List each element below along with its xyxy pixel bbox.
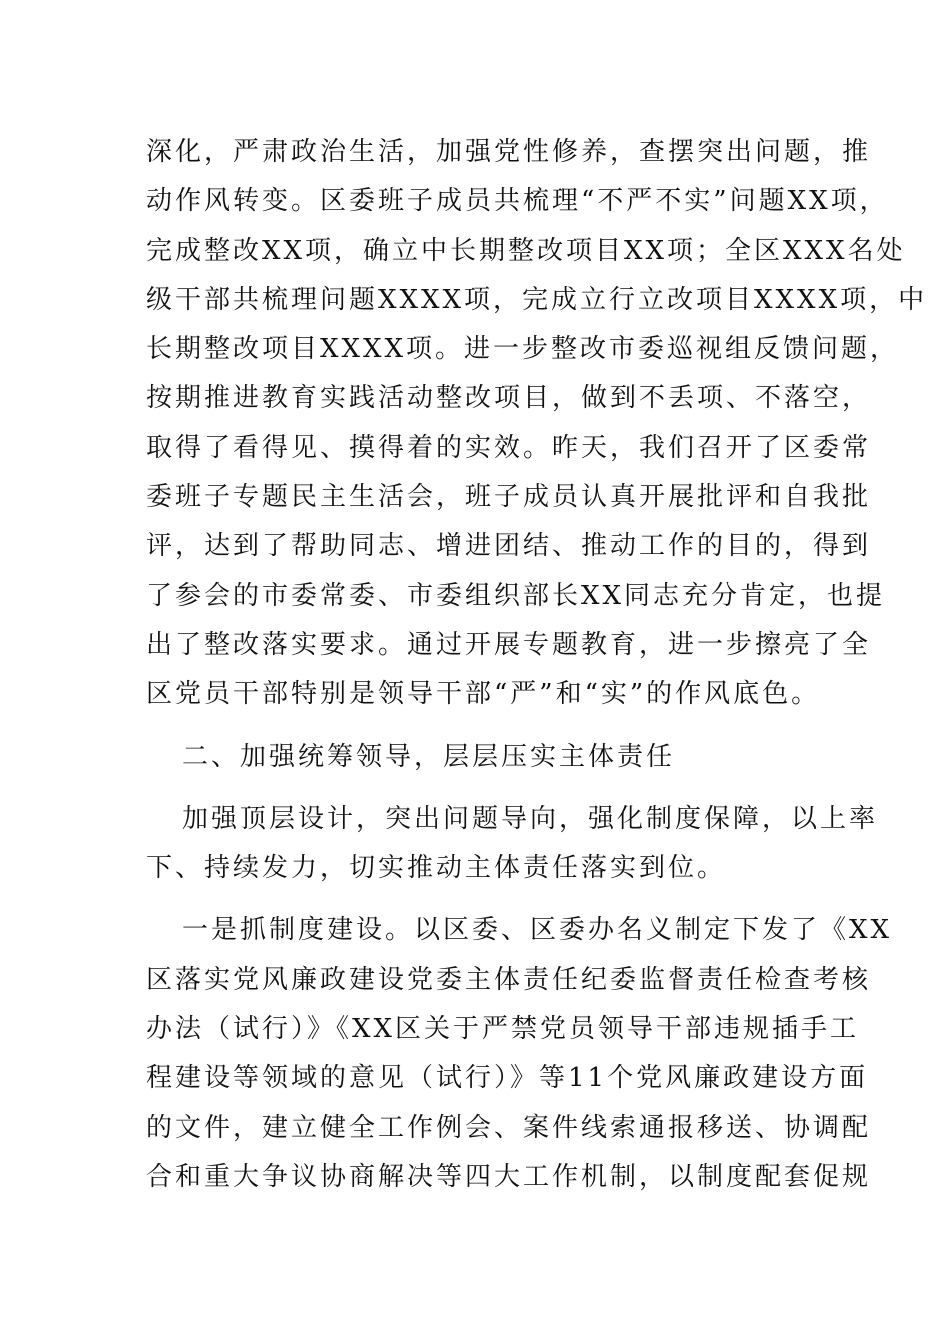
text-line: 的文件，建立健全工作例会、案件线索通报移送、协调配 [146, 1112, 872, 1143]
text-line: 办法（试行）》《XX区关于严禁党员领导干部违规插手工 [146, 1014, 860, 1045]
text-line: 动作风转变。区委班子成员共梳理“不严不实”问题XX项， [146, 186, 889, 217]
text-line: 评，达到了帮助同志、增进团结、推动工作的目的，得到 [146, 531, 872, 562]
text-line: 出了整改落实要求。通过开展专题教育，进一步擦亮了全 [146, 629, 872, 660]
text-line: 合和重大争议协商解决等四大工作机制，以制度配套促规 [146, 1161, 872, 1192]
text-line: 区党员干部特别是领导干部“严”和“实”的作风底色。 [146, 679, 821, 710]
text-line: 长期整改项目XXXX项。进一步整改市委巡视组反馈问题， [146, 334, 900, 365]
text-line: 下、持续发力，切实推动主体责任落实到位。 [146, 853, 727, 884]
paragraph-gap [146, 782, 810, 795]
text-line: 了参会的市委常委、市委组织部长XX同志充分肯定，也提 [146, 580, 886, 611]
text-line: 级干部共梳理问题XXXX项，完成立行立改项目XXXX项，中 [146, 284, 928, 315]
text-line: 区落实党风廉政建设党委主体责任纪委监督责任检查考核 [146, 964, 872, 995]
text-line: 深化，严肃政治生活，加强党性修养，查摆突出问题，推 [146, 137, 872, 167]
text-line: 程建设等领域的意见（试行）》等11个党风廉政建设方面 [146, 1063, 869, 1094]
text-line: 完成整改XX项，确立中长期整改项目XX项；全区XXX名处 [146, 235, 906, 266]
document-body [146, 128, 928, 1202]
text-line: 取得了看得见、摸得着的实效。昨天，我们召开了区委常 [146, 432, 872, 463]
text-line: 委班子专题民主生活会，班子成员认真开展批评和自我批 [146, 482, 872, 513]
text-line: 加强顶层设计，突出问题导向，强化制度保障，以上率 [182, 803, 879, 834]
section-heading: 二、加强统筹领导，层层压实主体责任 [182, 741, 676, 772]
text-line: 按期推进教育实践活动整改项目，做到不丢项、不落空， [146, 383, 872, 414]
paragraph-gap [146, 893, 810, 906]
paragraph-gap [146, 720, 810, 733]
text-line: 一是抓制度建设。以区委、区委办名义制定下发了《XX [182, 915, 893, 946]
